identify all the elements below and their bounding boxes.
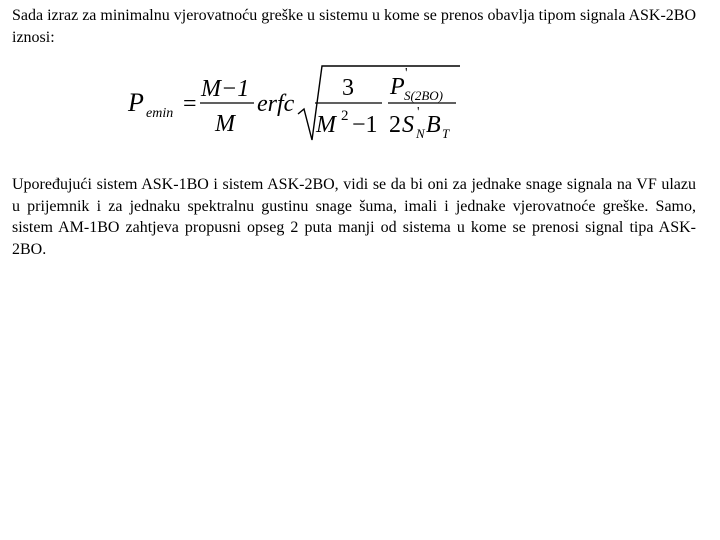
formula-lhs-symbol: P <box>128 88 144 117</box>
formula-density-prime: ' <box>417 105 420 120</box>
formula-fraction-numerator: M−1 <box>201 76 250 102</box>
formula-fraction-denominator: M <box>215 111 235 137</box>
error-probability-formula <box>120 62 470 147</box>
formula-bandwidth-symbol: B <box>426 112 441 138</box>
formula-root-denominator-base: M <box>316 112 336 138</box>
intro-paragraph: Sada izraz za minimalnu vjerovatnoću greške u sistemu u kome se prenos obavlja tipom signala ASK-2BO iznosi: <box>12 7 696 46</box>
comparison-paragraph: Upoređujući sistem ASK-1BO i sistem ASK-2BO, vidi se da bi oni za jednake snage signala na VF ulazu u prijemnik i za jednaku spektralnu gustinu snage šuma, imali i jednake vjerovatnoće greške. Samo, sistem AM-1BO zahtjeva propusni opseg 2 puta manji od sistema u kome se prenosi signal tipa ASK-2BO. <box>12 176 696 258</box>
formula-power-prime: ' <box>405 66 408 81</box>
formula-lhs-subscript: emin <box>146 106 174 121</box>
formula-bandwidth-subscript: T <box>442 126 450 141</box>
formula-power-symbol: P <box>390 74 405 100</box>
formula-power-subscript: S(2BO) <box>404 88 443 103</box>
formula-equals-sign: = <box>183 91 197 117</box>
formula-root-denominator-tail: −1 <box>352 112 378 138</box>
formula-density-coeff: 2 <box>389 112 401 138</box>
formula-root-numerator: 3 <box>342 75 354 101</box>
formula-root-denominator-exponent: 2 <box>341 108 349 124</box>
formula-function-name: erfc <box>257 91 295 117</box>
formula-density-symbol: S <box>402 112 414 138</box>
formula-density-subscript: N <box>416 126 425 141</box>
